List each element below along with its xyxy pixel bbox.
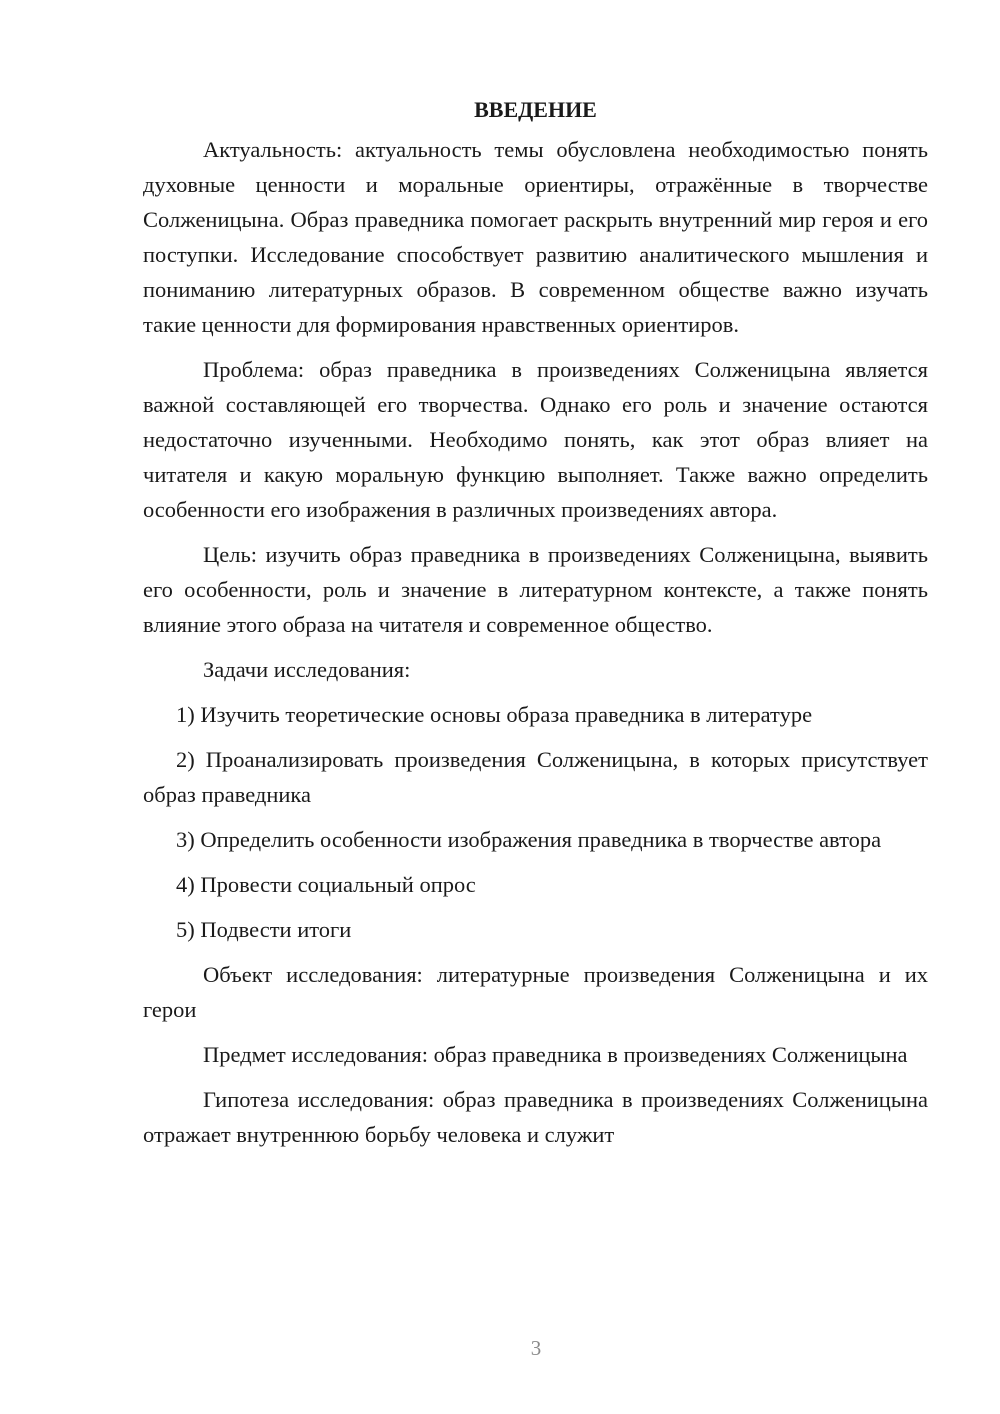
paragraph-hypothesis: Гипотеза исследования: образ праведника в произведениях Солженицына отражает внутреннюю борьбу человека и служит (143, 1087, 928, 1147)
task-item-1: 1) Изучить теоретические основы образа праведника в литературе (176, 702, 813, 727)
tasks-heading: Задачи исследования: (203, 657, 411, 682)
task-item-3: 3) Определить особенности изображения праведника в творчестве автора (176, 827, 882, 852)
paragraph-goal: Цель: изучить образ праведника в произведениях Солженицына, выявить его особенности, роль и значение в литературном контексте, а также понять влияние этого образа на читателя и современное общество. (143, 542, 928, 637)
task-item-2: 2) Проанализировать произведения Солженицына, в которых присутствует образ праведника (143, 747, 928, 807)
document-body (143, 92, 928, 1162)
paragraph-subject: Предмет исследования: образ праведника в произведениях Солженицына (203, 1042, 908, 1067)
task-item-4: 4) Провести социальный опрос (176, 872, 476, 897)
paragraph-problem: Проблема: образ праведника в произведениях Солженицына является важной составляющей его творчества. Однако его роль и значение остаются недостаточно изученными. Необходимо понять, как этот образ влияет на читателя и какую моральную функцию выполняет. Также важно определить особенности его изображения в различных произведениях автора. (143, 357, 928, 522)
page-number: 3 (530, 1336, 542, 1360)
section-title: ВВЕДЕНИЕ (474, 97, 597, 122)
task-item-5: 5) Подвести итоги (176, 917, 352, 942)
paragraph-relevance: Актуальность: актуальность темы обусловлена необходимостью понять духовные ценности и моральные ориентиры, отражённые в творчестве Солженицына. Образ праведника помогает раскрыть внутренний мир героя и его поступки. Исследование способствует развитию аналитического мышления и пониманию литературных образов. В современном обществе важно изучать такие ценности для формирования нравственных ориентиров. (143, 137, 928, 337)
paragraph-object: Объект исследования: литературные произведения Солженицына и их герои (143, 962, 928, 1022)
